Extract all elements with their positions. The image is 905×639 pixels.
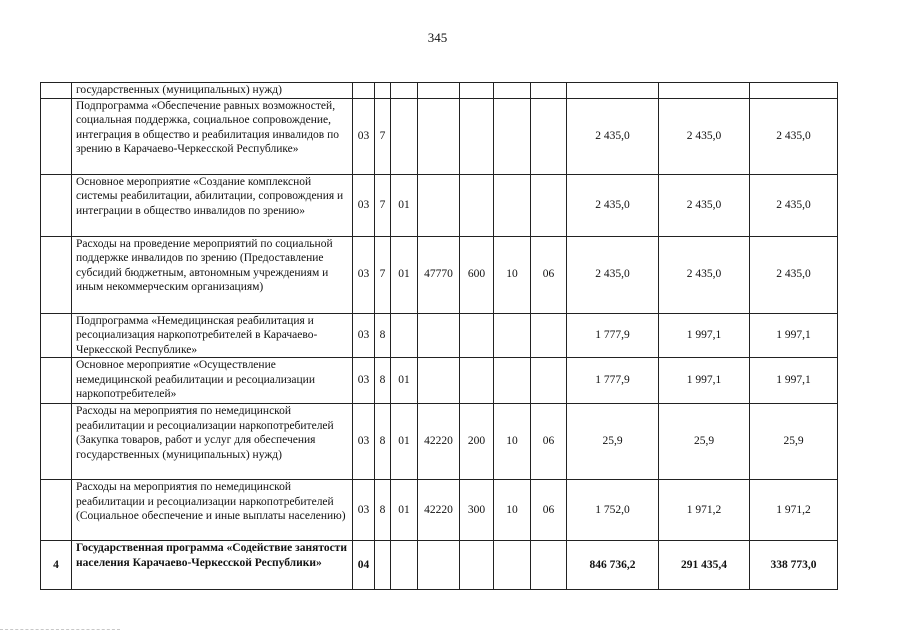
item-name-cell: Основное мероприятие «Создание комплексной системы реабилитации, абилитации, сопровождения и интеграции в общество инвалидов по зрению»: [72, 174, 353, 236]
code-program-cell: 03: [353, 98, 375, 174]
code-section-cell: 10: [494, 404, 531, 480]
code-direction-cell: [418, 174, 460, 236]
code-activity-cell: 01: [391, 236, 418, 313]
code-activity-cell: [391, 98, 418, 174]
code-subprogram-cell: 8: [375, 313, 391, 358]
code-subsection-cell: [531, 98, 567, 174]
amount-year1-cell: 25,9: [567, 404, 659, 480]
amount-year3-cell: [750, 83, 838, 99]
amount-year1-cell: 1 777,9: [567, 358, 659, 404]
code-direction-cell: [418, 98, 460, 174]
code-section-cell: [494, 98, 531, 174]
scan-artifact: [0, 626, 120, 630]
code-direction-cell: [418, 83, 460, 99]
amount-year3-cell: 2 435,0: [750, 98, 838, 174]
code-expense-type-cell: [460, 313, 494, 358]
code-expense-type-cell: 600: [460, 236, 494, 313]
row-number-cell: [41, 98, 72, 174]
page-number: 345: [427, 30, 448, 45]
table-row: [41, 174, 838, 236]
row-number-cell: 4: [41, 541, 72, 590]
code-direction-cell: 42220: [418, 404, 460, 480]
amount-year2-cell: 1 997,1: [659, 358, 750, 404]
table-row: [41, 541, 838, 590]
code-program-cell: 03: [353, 358, 375, 404]
code-expense-type-cell: [460, 83, 494, 99]
amount-year3-cell: 338 773,0: [750, 541, 838, 590]
amount-year1-cell: 1 777,9: [567, 313, 659, 358]
code-program-cell: 04: [353, 541, 375, 590]
code-activity-cell: 01: [391, 480, 418, 541]
code-subprogram-cell: [375, 541, 391, 590]
item-name-cell: Подпрограмма «Обеспечение равных возможностей, социальная поддержка, социальное сопровождение, интеграция в общество и реабилитация инвалидов по зрению в Карачаево-Черкесской Республике»: [72, 98, 353, 174]
amount-year3-cell: 2 435,0: [750, 174, 838, 236]
amount-year3-cell: 1 971,2: [750, 480, 838, 541]
code-expense-type-cell: [460, 174, 494, 236]
table-row: [41, 480, 838, 541]
code-subprogram-cell: 7: [375, 174, 391, 236]
code-subprogram-cell: 8: [375, 480, 391, 541]
code-expense-type-cell: [460, 358, 494, 404]
code-program-cell: 03: [353, 174, 375, 236]
amount-year2-cell: 25,9: [659, 404, 750, 480]
table-row: [41, 358, 838, 404]
code-direction-cell: [418, 358, 460, 404]
amount-year1-cell: 2 435,0: [567, 98, 659, 174]
amount-year3-cell: 2 435,0: [750, 236, 838, 313]
amount-year2-cell: 1 971,2: [659, 480, 750, 541]
code-expense-type-cell: 300: [460, 480, 494, 541]
code-section-cell: [494, 83, 531, 99]
table-row: [41, 236, 838, 313]
amount-year2-cell: 2 435,0: [659, 174, 750, 236]
item-name-cell: Расходы на мероприятия по немедицинской реабилитации и ресоциализации наркопотребителей (Социальное обеспечение и иные выплаты населению): [72, 480, 353, 541]
item-name-cell: государственных (муниципальных) нужд): [72, 83, 353, 99]
code-activity-cell: [391, 313, 418, 358]
amount-year2-cell: 1 997,1: [659, 313, 750, 358]
amount-year1-cell: 846 736,2: [567, 541, 659, 590]
item-name-cell: Основное мероприятие «Осуществление немедицинской реабилитации и ресоциализации наркопотребителей»: [72, 358, 353, 404]
table-row: [41, 98, 838, 174]
item-name-cell: Государственная программа «Содействие занятости населения Карачаево-Черкесской Республики»: [72, 541, 353, 590]
code-subsection-cell: [531, 174, 567, 236]
code-section-cell: [494, 174, 531, 236]
table-row: [41, 313, 838, 358]
code-activity-cell: [391, 83, 418, 99]
code-program-cell: [353, 83, 375, 99]
code-subprogram-cell: 7: [375, 236, 391, 313]
code-subsection-cell: 06: [531, 404, 567, 480]
row-number-cell: [41, 236, 72, 313]
amount-year1-cell: [567, 83, 659, 99]
code-program-cell: 03: [353, 236, 375, 313]
amount-year3-cell: 1 997,1: [750, 358, 838, 404]
code-subsection-cell: 06: [531, 480, 567, 541]
code-program-cell: 03: [353, 404, 375, 480]
amount-year2-cell: [659, 83, 750, 99]
amount-year2-cell: 2 435,0: [659, 98, 750, 174]
code-section-cell: [494, 358, 531, 404]
row-number-cell: [41, 480, 72, 541]
code-activity-cell: 01: [391, 404, 418, 480]
code-section-cell: [494, 541, 531, 590]
table-row: [41, 83, 838, 99]
code-program-cell: 03: [353, 313, 375, 358]
code-activity-cell: [391, 541, 418, 590]
row-number-cell: [41, 358, 72, 404]
code-direction-cell: [418, 313, 460, 358]
code-subprogram-cell: 8: [375, 358, 391, 404]
code-expense-type-cell: [460, 98, 494, 174]
amount-year3-cell: 1 997,1: [750, 313, 838, 358]
code-program-cell: 03: [353, 480, 375, 541]
code-activity-cell: 01: [391, 174, 418, 236]
item-name-cell: Расходы на мероприятия по немедицинской реабилитации и ресоциализации наркопотребителей (Закупка товаров, работ и услуг для обеспечения государственных (муниципальных) нужд): [72, 404, 353, 480]
amount-year2-cell: 291 435,4: [659, 541, 750, 590]
code-subprogram-cell: [375, 83, 391, 99]
code-direction-cell: [418, 541, 460, 590]
row-number-cell: [41, 404, 72, 480]
budget-table: [40, 82, 838, 590]
code-subprogram-cell: 7: [375, 98, 391, 174]
code-section-cell: [494, 313, 531, 358]
amount-year1-cell: 2 435,0: [567, 236, 659, 313]
row-number-cell: [41, 83, 72, 99]
row-number-cell: [41, 313, 72, 358]
code-section-cell: 10: [494, 236, 531, 313]
row-number-cell: [41, 174, 72, 236]
amount-year1-cell: 1 752,0: [567, 480, 659, 541]
code-direction-cell: 47770: [418, 236, 460, 313]
code-section-cell: 10: [494, 480, 531, 541]
code-subsection-cell: [531, 358, 567, 404]
table-row: [41, 404, 838, 480]
code-direction-cell: 42220: [418, 480, 460, 541]
amount-year3-cell: 25,9: [750, 404, 838, 480]
code-expense-type-cell: 200: [460, 404, 494, 480]
code-subsection-cell: [531, 541, 567, 590]
code-activity-cell: 01: [391, 358, 418, 404]
item-name-cell: Расходы на проведение мероприятий по социальной поддержке инвалидов по зрению (Предоставление субсидий бюджетным, автономным учреждениям и иным некоммерческим организациям): [72, 236, 353, 313]
amount-year2-cell: 2 435,0: [659, 236, 750, 313]
code-subsection-cell: [531, 83, 567, 99]
code-subsection-cell: 06: [531, 236, 567, 313]
item-name-cell: Подпрограмма «Немедицинская реабилитация и ресоциализация наркопотребителей в Карачаево-Черкесской Республике»: [72, 313, 353, 358]
code-expense-type-cell: [460, 541, 494, 590]
code-subprogram-cell: 8: [375, 404, 391, 480]
code-subsection-cell: [531, 313, 567, 358]
amount-year1-cell: 2 435,0: [567, 174, 659, 236]
